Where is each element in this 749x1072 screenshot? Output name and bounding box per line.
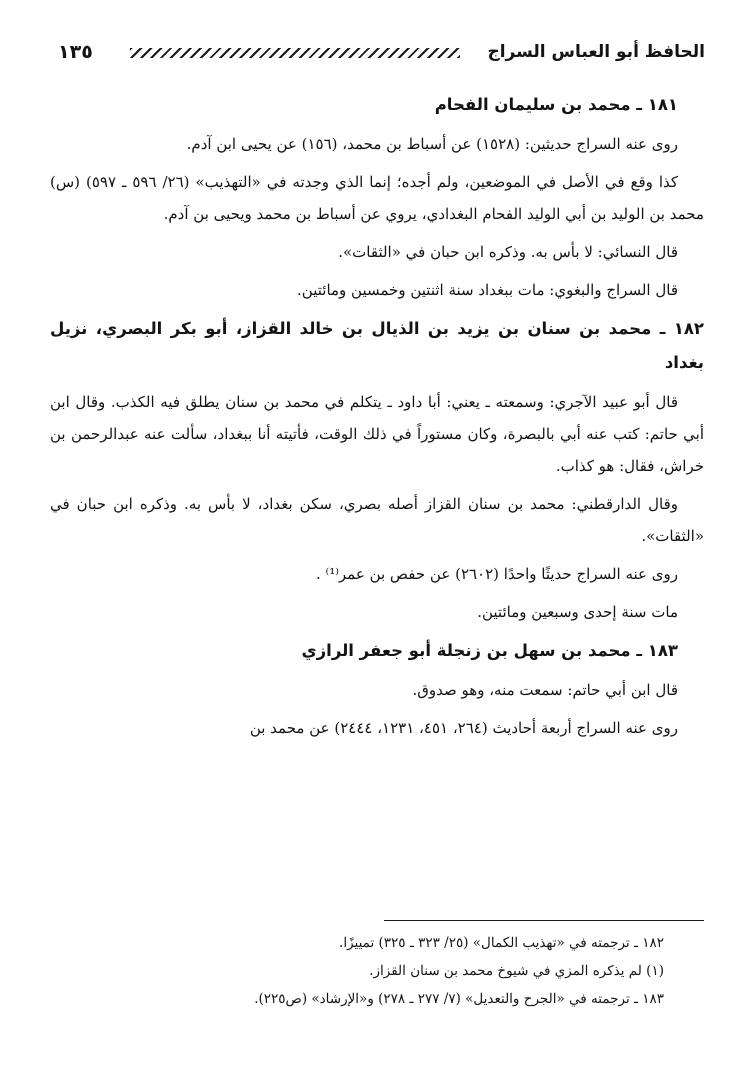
paragraph: كذا وقع في الأصل في الموضعين، ولم أجده؛ إنما الذي وجدته في «التهذيب» (٢٦/ ٥٩٦ ـ ٥٩٧) (س) محمد بن الوليد بن أبي الوليد الفحام البغدادي، يروي عن أسباط بن محمد ويحيى بن آدم. <box>50 173 704 223</box>
paragraph: قال السراج والبغوي: مات ببغداد سنة اثنتين وخمسين ومائتين. <box>297 281 678 299</box>
footnote-divider <box>384 920 704 921</box>
paragraph: قال أبو عبيد الآجري: وسمعته ـ يعني: أبا داود ـ يتكلم في محمد بن سنان يطلق فيه الكذب. وقال ابن أبي حاتم: كتب عنه أبي بالبصرة، وكان مستوراً في ذلك الوقت، فأتيته أنا ببغداد، سألت عنه عبدالرحمن بن خراش، فقال: هو كذاب. <box>50 393 704 475</box>
paragraph: روى عنه السراج حديثين: (١٥٢٨) عن أسباط بن محمد، (١٥٦) عن يحيى ابن آدم. <box>186 135 678 153</box>
paragraph: مات سنة إحدى وسبعين ومائتين. <box>477 603 678 621</box>
entry-heading-183: ١٨٣ ـ محمد بن سهل بن زنجلة أبو جعفر الرازي <box>301 641 678 660</box>
paragraph: روى عنه السراج حديثًا واحدًا (٢٦٠٢) عن حفص بن عمر⁽¹⁾ . <box>315 565 678 583</box>
footnotes <box>50 930 704 1014</box>
paragraph: روى عنه السراج أربعة أحاديث (٢٦٤، ٤٥١، ١٢٣١، ٢٤٤٤) عن محمد بن <box>249 719 678 737</box>
paragraph: وقال الدارقطني: محمد بن سنان القزاز أصله بصري، سكن بغداد، لا بأس به. وذكره ابن حبان في «الثقات». <box>50 495 704 545</box>
running-title: الحافظ أبو العباس السراج <box>487 42 705 62</box>
page-body <box>50 86 704 750</box>
footnote: ١٨٣ ـ ترجمته في «الجرح والتعديل» (٧/ ٢٧٧ ـ ٢٧٨) و«الإرشاد» (ص٢٢٥). <box>254 991 664 1007</box>
footnote: ١٨٢ ـ ترجمته في «تهذيب الكمال» (٢٥/ ٣٢٣ ـ ٣٢٥) تمييزًا. <box>339 935 664 951</box>
entry-heading-181: ١٨١ ـ محمد بن سليمان الفحام <box>434 95 678 114</box>
paragraph: قال النسائي: لا بأس به. وذكره ابن حبان في «الثقات». <box>338 243 678 261</box>
header-hatch-ornament <box>130 48 460 58</box>
entry-heading-182: ١٨٢ ـ محمد بن سنان بن يزيد بن الذيال بن خالد القزاز، أبو بكر البصري، نزيل بغداد <box>50 319 704 372</box>
footnote: (١) لم يذكره المزي في شيوخ محمد بن سنان القزاز. <box>369 963 664 979</box>
paragraph: قال ابن أبي حاتم: سمعت منه، وهو صدوق. <box>412 681 678 699</box>
page-number: ١٣٥ <box>58 41 93 63</box>
